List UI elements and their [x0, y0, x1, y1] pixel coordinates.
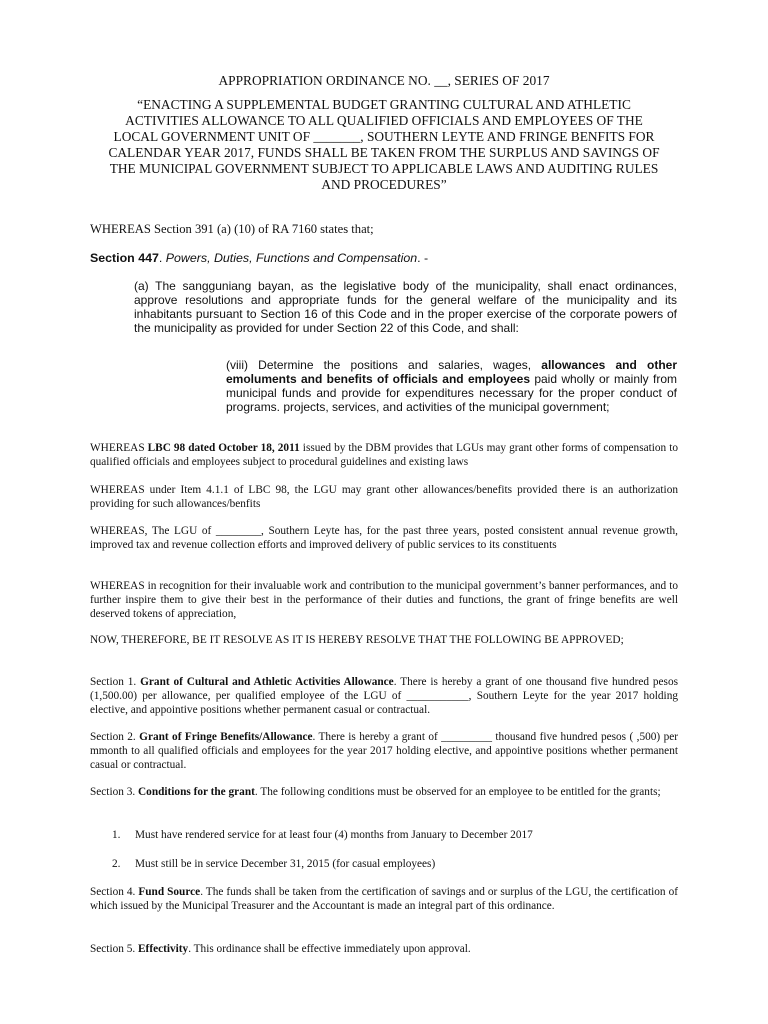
paragraph-viii-text-end: paid wholly or mainly from municipal funds and provide for expenditures necessary for the proper conduct of programs. projects, services, and activities of the municipal government;	[226, 372, 677, 415]
section-447-label: Section 447	[90, 251, 159, 265]
section-2-text: . There is hereby a grant of _________ thousand five hundred pesos ( ,500) per mmonth to all qualified officials and employees for the year 2017 holding elective, and appointive positions whether permanent casual or contractual.	[90, 731, 678, 772]
heading-line: CALENDAR YEAR 2017, FUNDS SHALL BE TAKEN FROM THE SURPLUS AND SAVINGS OF	[108, 145, 660, 160]
ordinance-heading	[90, 97, 678, 193]
section-2-label: Section 2.	[90, 731, 140, 743]
condition-item	[112, 857, 678, 871]
paragraph-viii	[226, 358, 677, 414]
condition-number: 1.	[112, 829, 121, 841]
section-447-dot: .	[158, 251, 166, 265]
whereas-lbc98-prefix: WHEREAS	[90, 442, 148, 454]
condition-item	[112, 828, 678, 842]
section-1-title: Grant of Cultural and Athletic Activities Allowance	[140, 676, 394, 688]
section-3-title: Conditions for the grant	[138, 786, 255, 798]
whereas-ra7160: WHEREAS Section 391 (a) (10) of RA 7160 states that;	[90, 222, 374, 236]
whereas-lgu-growth: WHEREAS, The LGU of ________, Southern Leyte has, for the past three years, posted consistent annual revenue growth, improved tax and revenue collection efforts and improved delivery of public services to its constituents	[90, 525, 678, 552]
section-2	[90, 730, 678, 773]
heading-line: ACTIVITIES ALLOWANCE TO ALL QUALIFIED OFFICIALS AND EMPLOYEES OF THE	[125, 113, 643, 128]
condition-text: Must still be in service December 31, 2015 (for casual employees)	[135, 858, 436, 870]
section-5	[90, 942, 678, 956]
section-5-text: . This ordinance shall be effective immediately upon approval.	[188, 943, 471, 955]
section-4-title: Fund Source	[138, 886, 201, 898]
heading-line: AND PROCEDURES”	[321, 177, 447, 192]
whereas-item-411: WHEREAS under Item 4.1.1 of LBC 98, the LGU may grant other allowances/benefits provided there is an authorization providing for such allowances/benfits	[90, 484, 678, 511]
section-3-label: Section 3.	[90, 786, 139, 798]
whereas-lbc98	[90, 441, 678, 469]
heading-line: LOCAL GOVERNMENT UNIT OF _______, SOUTHERN LEYTE AND FRINGE BENFITS FOR	[113, 129, 655, 144]
section-4-label: Section 4.	[90, 886, 139, 898]
paragraph-viii-emphasis: allowances and other emoluments and benefits of officials and employees	[226, 358, 677, 387]
now-therefore-clause: NOW, THEREFORE, BE IT RESOLVE AS IT IS HEREBY RESOLVE THAT THE FOLLOWING BE APPROVED;	[90, 634, 624, 646]
whereas-lbc98-emphasis: LBC 98 dated October 18, 2011	[147, 442, 300, 454]
whereas-recognition: WHEREAS in recognition for their invaluable work and contribution to the municipal government’s banner performances, and to further inspire them to give their best in the performance of their duties and functions, the grant of fringe benefits are well deserved tokens of appreciation,	[90, 580, 678, 621]
section-447-heading	[90, 250, 678, 266]
section-5-label: Section 5.	[90, 943, 139, 955]
section-4-text: . The funds shall be taken from the certification of savings and or surplus of the LGU, the certification of which issued by the Municipal Treasurer and the Accountant is made an integral part of this ordinance.	[90, 886, 678, 913]
section-3-text: . The following conditions must be observed for an employee to be entitled for the grants;	[254, 786, 661, 798]
condition-number: 2.	[112, 858, 121, 870]
section-2-title: Grant of Fringe Benefits/Allowance	[139, 731, 313, 743]
section-3	[90, 785, 678, 799]
whereas-lbc98-text: issued by the DBM provides that LGUs may grant other forms of compensation to qualified officials and employees subject to procedural guidelines and existing laws	[90, 442, 678, 469]
section-447-title: Powers, Duties, Functions and Compensation	[165, 251, 418, 265]
paragraph-a: (a) The sangguniang bayan, as the legislative body of the municipality, shall enact ordinances, approve resolutions and appropriate funds for the general welfare of the municipality and its inhabitants pursuant to Section 16 of this Code and in the proper exercise of the corporate powers of the municipality as provided for under Section 22 of this Code, and shall:	[134, 279, 677, 336]
condition-text: Must have rendered service for at least four (4) months from January to December 2017	[135, 829, 533, 841]
section-1-label: Section 1.	[90, 676, 141, 688]
heading-line: THE MUNICIPAL GOVERNMENT SUBJECT TO APPLICABLE LAWS AND AUDITING RULES	[109, 161, 659, 176]
ordinance-title: APPROPRIATION ORDINANCE NO. __, SERIES OF 2017	[218, 73, 550, 88]
section-4	[90, 885, 678, 913]
section-1	[90, 675, 678, 718]
section-447-tail: . -	[417, 251, 429, 265]
section-5-title: Effectivity	[138, 943, 189, 955]
section-1-text: . There is hereby a grant of one thousand five hundred pesos (1,500.00) per allowance, per qualified employee of the LGU of ___________, Southern Leyte for the year 2017 holding elective, and appointive positions whether permanent casual or contractual.	[90, 676, 678, 717]
paragraph-viii-text: (viii) Determine the positions and salaries, wages,	[226, 358, 542, 372]
heading-line: “ENACTING A SUPPLEMENTAL BUDGET GRANTING CULTURAL AND ATHLETIC	[137, 97, 631, 112]
